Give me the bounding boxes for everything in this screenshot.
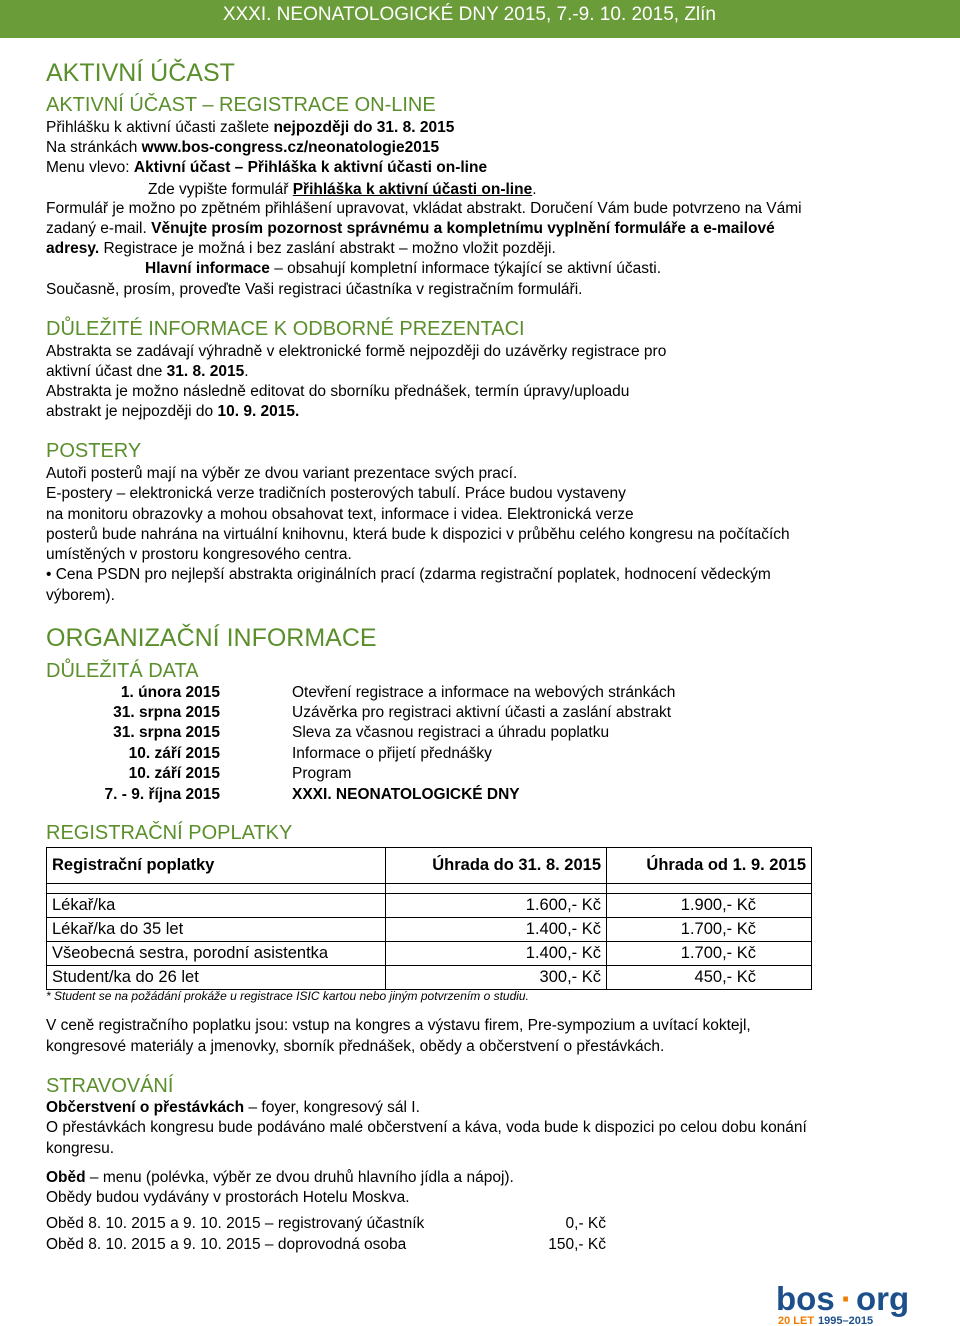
date-description: Sleva za včasnou registraci a úhradu poplatku	[292, 724, 610, 741]
text-line	[46, 139, 439, 157]
text-line: Formulář je možno po zpětném přihlášení upravovat, vkládat abstrakt. Doručení Vám bude potvrzeno na Vámi	[46, 200, 802, 217]
lunch-row-price: 0,- Kč	[565, 1215, 606, 1232]
section-title-org: ORGANIZAČNÍ INFORMACE	[46, 624, 377, 652]
section-title-dulezite: DŮLEŽITÉ INFORMACE K ODBORNÉ PREZENTACI	[46, 318, 525, 340]
table-cell: 1.700,- Kč	[607, 942, 812, 966]
website-link[interactable]: www.bos-congress.cz/neonatologie2015	[141, 139, 440, 156]
table-row	[47, 942, 812, 966]
text-line: Obědy budou vydávány v prostorách Hotelu Moskva.	[46, 1189, 410, 1206]
table-cell: 450,- Kč	[607, 966, 812, 990]
text-line: kongresové materiály a jmenovky, sborník přednášek, obědy a občerstvení o přestávkách.	[46, 1038, 665, 1055]
text-line: Abstrakta je možno následně editovat do sborníku přednášek, termín úpravy/uploadu	[46, 383, 630, 400]
table-cell: Lékař/ka do 35 let	[47, 918, 386, 942]
logo-text-bos: bos	[776, 1280, 835, 1317]
text: Na stránkách	[46, 139, 142, 156]
deadline: 10. 9. 2015.	[217, 403, 300, 420]
registration-form-link[interactable]: Přihláška k aktivní účasti on-line	[292, 181, 533, 198]
date-description: Informace o přijetí přednášky	[292, 745, 492, 762]
table-row	[47, 918, 812, 942]
date-cell: 10. září 2015	[128, 765, 220, 782]
text: Menu vlevo:	[46, 159, 134, 176]
text-line	[46, 119, 454, 137]
text-line	[46, 220, 775, 238]
table-cell: 1.400,- Kč	[386, 942, 607, 966]
table-cell: 1.400,- Kč	[386, 918, 607, 942]
text-line	[46, 240, 556, 258]
section-title-strav: STRAVOVÁNÍ	[46, 1075, 174, 1097]
lunch-row-label: Oběd 8. 10. 2015 a 9. 10. 2015 – registrovaný účastník	[46, 1215, 425, 1232]
text: .	[532, 181, 537, 198]
table-cell: Lékař/ka	[47, 894, 386, 918]
text: Registrace je možná i bez zaslání abstrakt – možno vložit později.	[99, 240, 556, 257]
text-line: E-postery – elektronická verze tradičních posterových tabulí. Práce budou vystaveny	[46, 485, 626, 502]
text-line: • Cena PSDN pro nejlepší abstrakta originálních prací (zdarma registrační poplatek, hodnocení vědeckým	[46, 566, 771, 583]
student-note: * Student se na požádání prokáže u registrace ISIC kartou nebo jiným potvrzením o studiu.	[46, 989, 529, 1003]
text-line	[46, 403, 299, 421]
table-cell: Všeobecná sestra, porodní asistentka	[47, 942, 386, 966]
table-cell: 1.600,- Kč	[386, 894, 607, 918]
table-row	[47, 894, 812, 918]
text: Zde vypište formulář	[148, 181, 293, 198]
deadline: 31. 8. 2015	[166, 363, 245, 380]
text-line: posterů bude nahrána na virtuální knihovnu, která bude k dispozici v průběhu celého kongresu na počítačích	[46, 526, 790, 543]
text: – menu (polévka, výběr ze dvou druhů hlavního jídla a nápoj).	[85, 1169, 514, 1186]
section-title-fees: REGISTRAČNÍ POPLATKY	[46, 822, 293, 844]
table-cell: 1.900,- Kč	[607, 894, 812, 918]
table-header-cell: Úhrada od 1. 9. 2015	[607, 848, 812, 884]
text-line: Abstrakta se zadávají výhradně v elektronické formě nejpozději do uzávěrky registrace pro	[46, 343, 667, 360]
section-title-postery: POSTERY	[46, 440, 142, 462]
table-header-row	[47, 848, 812, 884]
table-cell: 300,- Kč	[386, 966, 607, 990]
text: – obsahují kompletní informace týkající se aktivní účasti.	[269, 260, 662, 277]
text: aktivní účast dne	[46, 363, 167, 380]
date-cell: 7. - 9. října 2015	[104, 786, 220, 803]
logo-text-org: org	[856, 1280, 910, 1317]
date-cell: 10. září 2015	[128, 745, 220, 762]
main-info-link[interactable]: Hlavní informace	[145, 260, 270, 277]
section-title-aktivni: AKTIVNÍ ÚČAST	[46, 59, 235, 87]
table-header-cell: Registrační poplatky	[47, 848, 386, 884]
bos-org-logo	[776, 1280, 946, 1326]
subsection-title-registrace: AKTIVNÍ ÚČAST – REGISTRACE ON-LINE	[46, 94, 436, 116]
text-line: výborem).	[46, 587, 115, 604]
fees-table	[46, 847, 812, 990]
date-description: Program	[292, 765, 352, 782]
table-cell: Student/ka do 26 let	[47, 966, 386, 990]
text-line: aktivní účast dne 31. 8. 2015.	[46, 363, 249, 380]
notice: Věnujte prosím pozornost správnému a kompletnímu vyplnění formuláře a e-mailové	[151, 220, 775, 237]
menu-path: Aktivní účast – Přihláška k aktivní účasti on-line	[133, 159, 488, 176]
lunch-row-label: Oběd 8. 10. 2015 a 9. 10. 2015 – doprovodná osoba	[46, 1236, 407, 1253]
text-line: V ceně registračního poplatku jsou: vstup na kongres a výstavu firem, Pre-sympozium a uvítací koktejl,	[46, 1017, 751, 1034]
text-line: Současně, prosím, proveďte Vaši registraci účastníka v registračním formuláři.	[46, 281, 583, 298]
table-header-cell: Úhrada do 31. 8. 2015	[386, 848, 607, 884]
text-line	[145, 260, 661, 278]
date-description: XXXI. NEONATOLOGICKÉ DNY	[292, 786, 520, 803]
subsection-title-data: DŮLEŽITÁ DATA	[46, 660, 199, 682]
deadline: nejpozději do 31. 8. 2015	[273, 119, 455, 136]
table-cell: 1.700,- Kč	[607, 918, 812, 942]
date-cell: 1. února 2015	[120, 684, 220, 701]
text: zadaný e-mail.	[46, 220, 152, 237]
text-line: O přestávkách kongresu bude podáváno malé občerstvení a káva, voda bude k dispozici po celou dobu konání	[46, 1119, 807, 1136]
text-bold: Oběd	[46, 1169, 86, 1186]
text-line: kongresu.	[46, 1140, 115, 1157]
logo-dot: ·	[841, 1280, 852, 1317]
text: – foyer, kongresový sál I.	[244, 1099, 420, 1116]
text-line	[46, 1099, 420, 1117]
header-title: XXXI. NEONATOLOGICKÉ DNY 2015, 7.-9. 10. 2015, Zlín	[222, 4, 716, 25]
text-bold: Občerstvení o přestávkách	[46, 1099, 245, 1116]
text: abstrakt je nejpozději do	[46, 403, 218, 420]
text: Přihlášku k aktivní účasti zašlete	[46, 119, 274, 136]
text-line	[46, 159, 487, 177]
date-cell: 31. srpna 2015	[113, 704, 220, 721]
text-line	[46, 1169, 514, 1187]
date-description: Uzávěrka pro registraci aktivní účasti a zaslání abstrakt	[292, 704, 672, 721]
date-description: Otevření registrace a informace na webových stránkách	[292, 684, 676, 701]
table-row	[47, 966, 812, 990]
text-line: umístěných v prostoru kongresového centra.	[46, 546, 352, 563]
logo-tag-years: 20 LET	[778, 1315, 815, 1326]
lunch-row-price: 150,- Kč	[548, 1236, 606, 1253]
text-line: na monitoru obrazovky a mohou obsahovat text, informace i videa. Elektronická verze	[46, 506, 634, 523]
header-bar	[0, 0, 960, 38]
text-line: Autoři posterů mají na výběr ze dvou variant prezentace svých prací.	[46, 465, 518, 482]
text-line	[148, 181, 537, 199]
date-cell: 31. srpna 2015	[113, 724, 220, 741]
table-spacer-row	[47, 884, 812, 894]
logo-tag-range: 1995–2015	[818, 1315, 874, 1326]
notice: adresy.	[46, 240, 100, 257]
